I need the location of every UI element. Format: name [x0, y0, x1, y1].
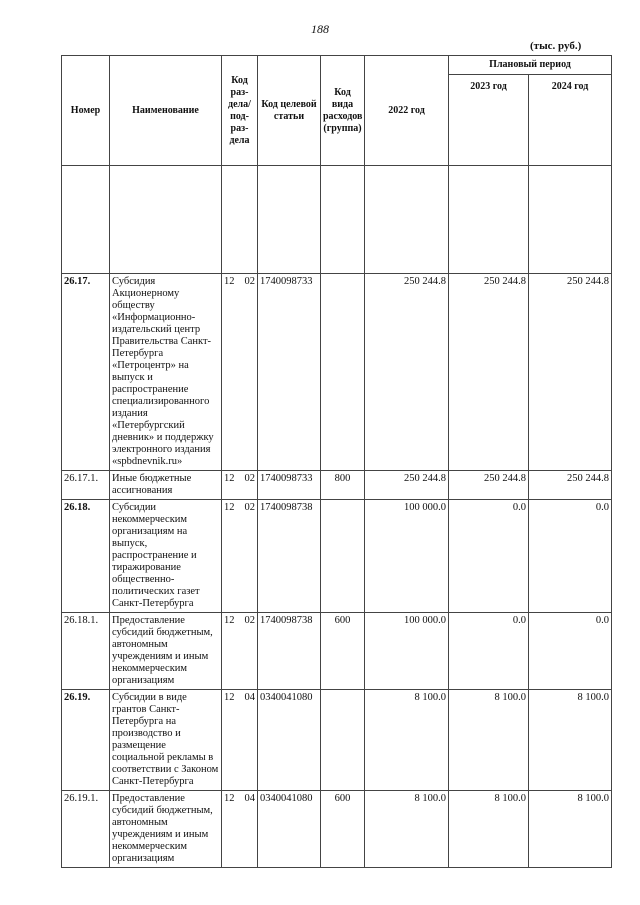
row-section: 12: [224, 615, 235, 626]
table-row: [62, 500, 612, 613]
row-subsection: 02: [244, 276, 255, 287]
row-number: 26.19.: [62, 690, 110, 791]
header-number: Номер: [62, 56, 110, 166]
row-amount-2022: 250 244.8: [365, 471, 449, 500]
row-name: Субсидии в виде грантов Санкт-Петербурга на производство и размещение социальной рекламы в соответствии с Законом Санкт-Петербурга: [110, 690, 222, 791]
header-year-2022: 2022 год: [365, 56, 449, 166]
row-target-code: 0340041080: [258, 690, 321, 791]
row-expense-type: 800: [321, 471, 365, 500]
row-number: 26.19.1.: [62, 791, 110, 868]
row-target-code: 1740098738: [258, 500, 321, 613]
table-row: [62, 791, 612, 868]
table-row: [62, 274, 612, 471]
table-row: [62, 613, 612, 690]
row-subsection: 02: [244, 615, 255, 626]
row-subsection: 02: [244, 473, 255, 484]
row-section: 12: [224, 473, 235, 484]
table-row: [62, 471, 612, 500]
row-name: Предоставление субсидий бюджетным, автономным учреждениям и иным некоммерческим организациям: [110, 791, 222, 868]
row-expense-type: 600: [321, 791, 365, 868]
row-expense-type: [321, 500, 365, 613]
row-section: 12: [224, 793, 235, 804]
table-row: [62, 690, 612, 791]
header-year-2024: 2024 год: [529, 75, 612, 166]
row-amount-2022: 100 000.0: [365, 613, 449, 690]
header-row: [62, 56, 612, 75]
row-name: Субсидии некоммерческим организациям на выпуск, распространение и тиражирование общественно-политических газет Санкт-Петербурга: [110, 500, 222, 613]
row-amount-2022: 250 244.8: [365, 274, 449, 471]
budget-table: [61, 55, 612, 868]
row-expense-type: [321, 274, 365, 471]
header-expense-type: Код вида расходов (группа): [321, 56, 365, 166]
row-amount-2024: 250 244.8: [529, 274, 612, 471]
header-plan-period: Плановый период: [449, 56, 612, 75]
row-number: 26.17.: [62, 274, 110, 471]
row-section-code: [222, 613, 258, 690]
row-section-code: [222, 274, 258, 471]
row-section: 12: [224, 502, 235, 513]
row-expense-type: 600: [321, 613, 365, 690]
row-expense-type: [321, 690, 365, 791]
row-amount-2023: 0.0: [449, 500, 529, 613]
row-amount-2024: 8 100.0: [529, 690, 612, 791]
row-section-code: [222, 471, 258, 500]
row-target-code: 1740098733: [258, 471, 321, 500]
row-name: Иные бюджетные ассигнования: [110, 471, 222, 500]
row-amount-2023: 8 100.0: [449, 690, 529, 791]
row-amount-2022: 8 100.0: [365, 690, 449, 791]
row-amount-2023: 8 100.0: [449, 791, 529, 868]
row-subsection: 04: [244, 793, 255, 804]
row-section-code: [222, 791, 258, 868]
row-section-code: [222, 500, 258, 613]
row-amount-2022: 8 100.0: [365, 791, 449, 868]
row-name: Субсидия Акционерному обществу «Информационно-издательский центр Правительства Санкт-Петербурга «Петроцентр» на выпуск и распространение специализированного издания «Петербургский дневник» и поддержку электронного издания «spbdnevnik.ru»: [110, 274, 222, 471]
units-label: (тыс. руб.): [530, 40, 582, 52]
row-subsection: 02: [244, 502, 255, 513]
header-year-2023: 2023 год: [449, 75, 529, 166]
row-section: 12: [224, 276, 235, 287]
row-amount-2024: 0.0: [529, 613, 612, 690]
row-target-code: 0340041080: [258, 791, 321, 868]
row-name: Предоставление субсидий бюджетным, автономным учреждениям и иным некоммерческим организациям: [110, 613, 222, 690]
row-amount-2024: 0.0: [529, 500, 612, 613]
row-amount-2024: 8 100.0: [529, 791, 612, 868]
page-number: 188: [311, 22, 329, 36]
row-amount-2024: 250 244.8: [529, 471, 612, 500]
row-amount-2023: 250 244.8: [449, 274, 529, 471]
header-target-code: Код целевой статьи: [258, 56, 321, 166]
row-amount-2023: 250 244.8: [449, 471, 529, 500]
row-section-code: [222, 690, 258, 791]
row-number: 26.18.: [62, 500, 110, 613]
row-target-code: 1740098733: [258, 274, 321, 471]
row-target-code: 1740098738: [258, 613, 321, 690]
spacer-row: [62, 166, 612, 274]
header-name: Наименование: [110, 56, 222, 166]
row-subsection: 04: [244, 692, 255, 703]
header-section-code: Код раз-дела/ под-раз-дела: [222, 56, 258, 166]
row-amount-2023: 0.0: [449, 613, 529, 690]
row-amount-2022: 100 000.0: [365, 500, 449, 613]
row-number: 26.18.1.: [62, 613, 110, 690]
row-number: 26.17.1.: [62, 471, 110, 500]
row-section: 12: [224, 692, 235, 703]
